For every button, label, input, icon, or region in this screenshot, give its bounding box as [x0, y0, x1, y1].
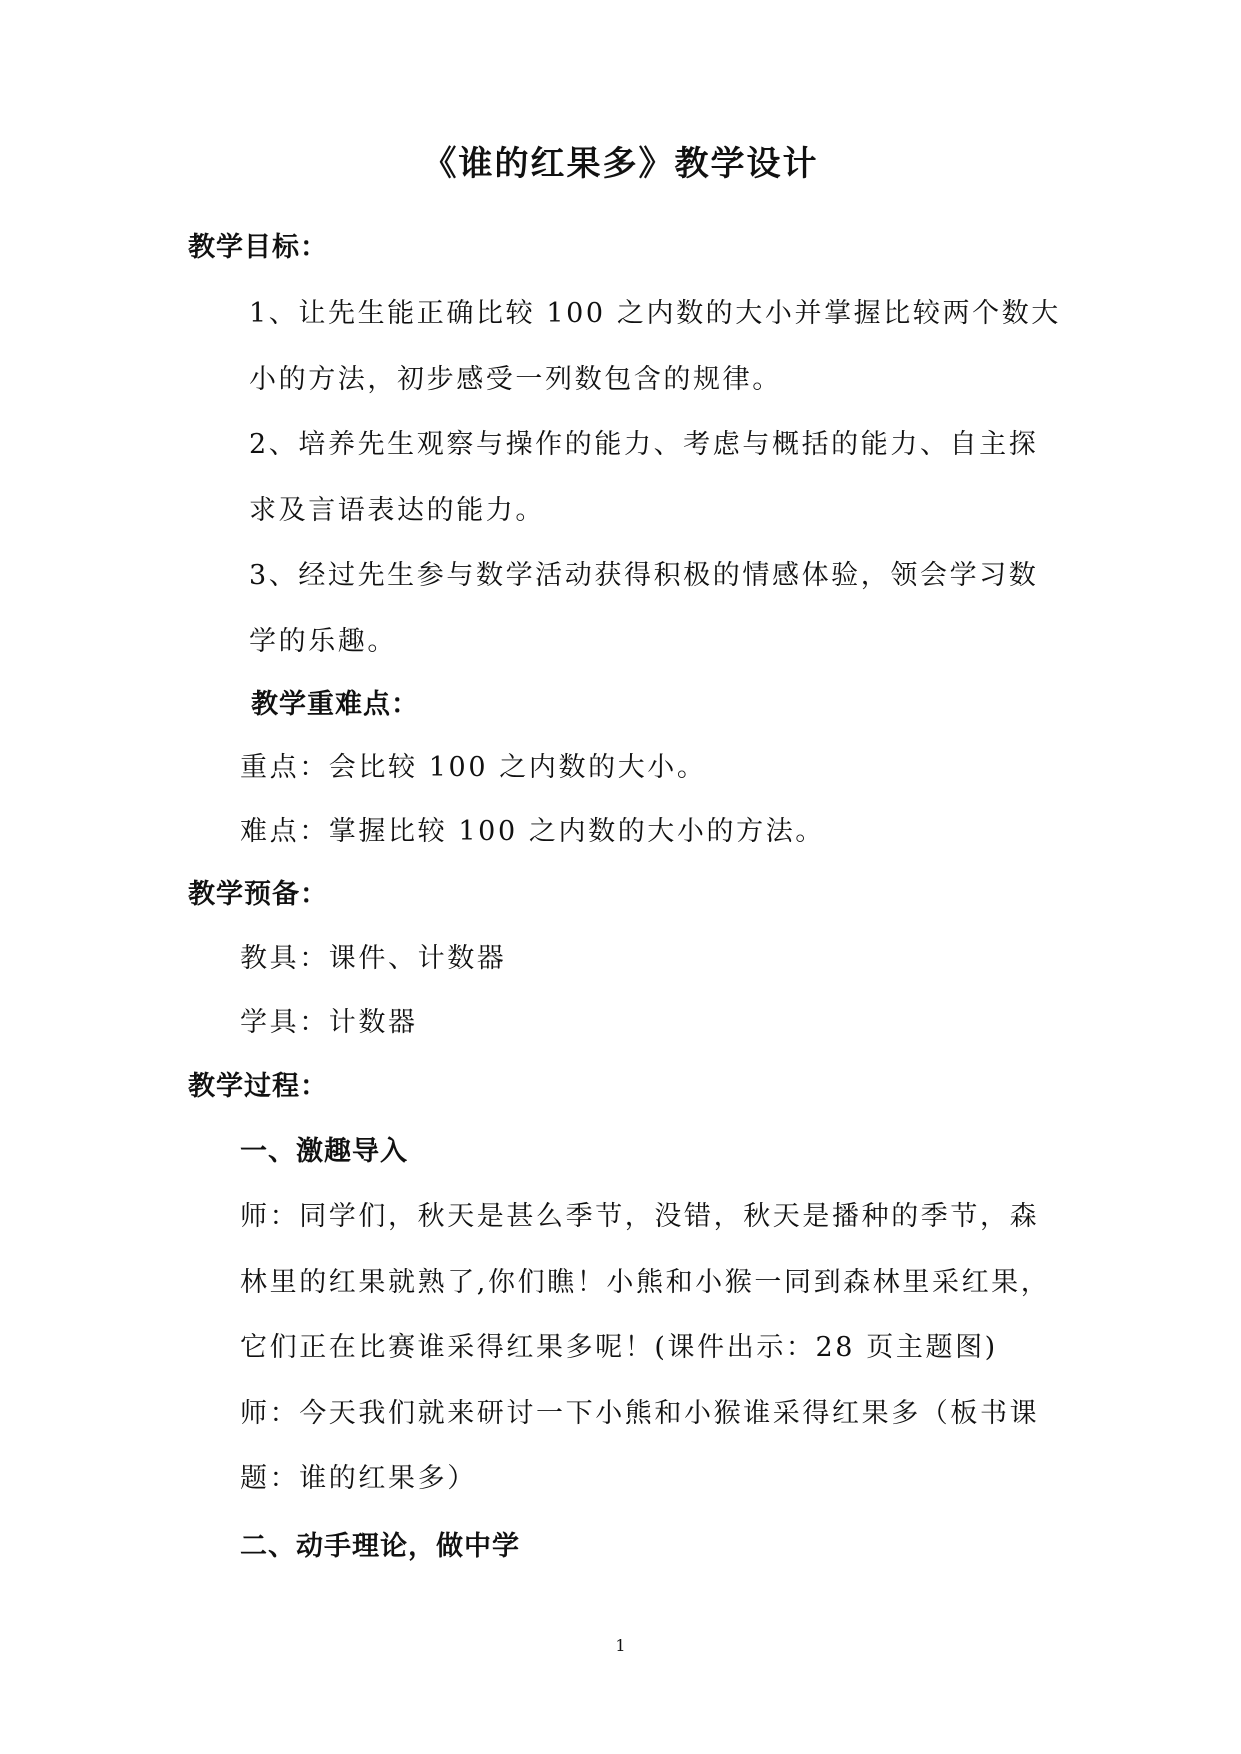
page-number: 1: [615, 1636, 626, 1655]
key-point-focus: 重点：会比较 100 之内数的大小。: [240, 752, 707, 783]
student-tools: 学具：计数器: [240, 1007, 418, 1038]
objective-line: 1、让先生能正确比较 100 之内数的大小并掌握比较两个数大: [249, 298, 1061, 329]
objective-line: 2、培养先生观察与操作的能力、考虑与概括的能力、自主探: [249, 429, 1039, 460]
document-title: 《谁的红果多》教学设计: [422, 144, 819, 184]
section1-line: 林里的红果就熟了,你们瞧！小熊和小猴一同到森林里采红果，: [240, 1267, 1051, 1298]
section1-line: 它们正在比赛谁采得红果多呢！(课件出示：28 页主题图): [240, 1332, 998, 1363]
preparation-heading: 教学预备：: [188, 879, 328, 910]
teacher-tools: 教具：课件、计数器: [240, 943, 507, 974]
section1-line: 师：同学们，秋天是甚么季节，没错，秋天是播种的季节，森: [240, 1201, 1040, 1232]
key-point-difficulty: 难点：掌握比较 100 之内数的大小的方法。: [240, 816, 825, 847]
section1-line: 师：今天我们就来研讨一下小熊和小猴谁采得红果多（板书课: [240, 1398, 1040, 1429]
section2-heading: 二、动手理论，做中学: [240, 1531, 520, 1562]
objective-line: 学的乐趣。: [249, 626, 397, 657]
process-heading: 教学过程：: [188, 1071, 328, 1102]
objective-line: 求及言语表达的能力。: [249, 495, 545, 526]
section1-heading: 一、激趣导入: [240, 1136, 408, 1167]
objective-line: 3、经过先生参与数学活动获得积极的情感体验，领会学习数: [249, 560, 1039, 591]
objective-line: 小的方法，初步感受一列数包含的规律。: [249, 364, 782, 395]
key-points-heading: 教学重难点：: [251, 689, 419, 720]
objectives-heading: 教学目标：: [188, 232, 328, 263]
section1-line: 题：谁的红果多）: [240, 1463, 477, 1494]
